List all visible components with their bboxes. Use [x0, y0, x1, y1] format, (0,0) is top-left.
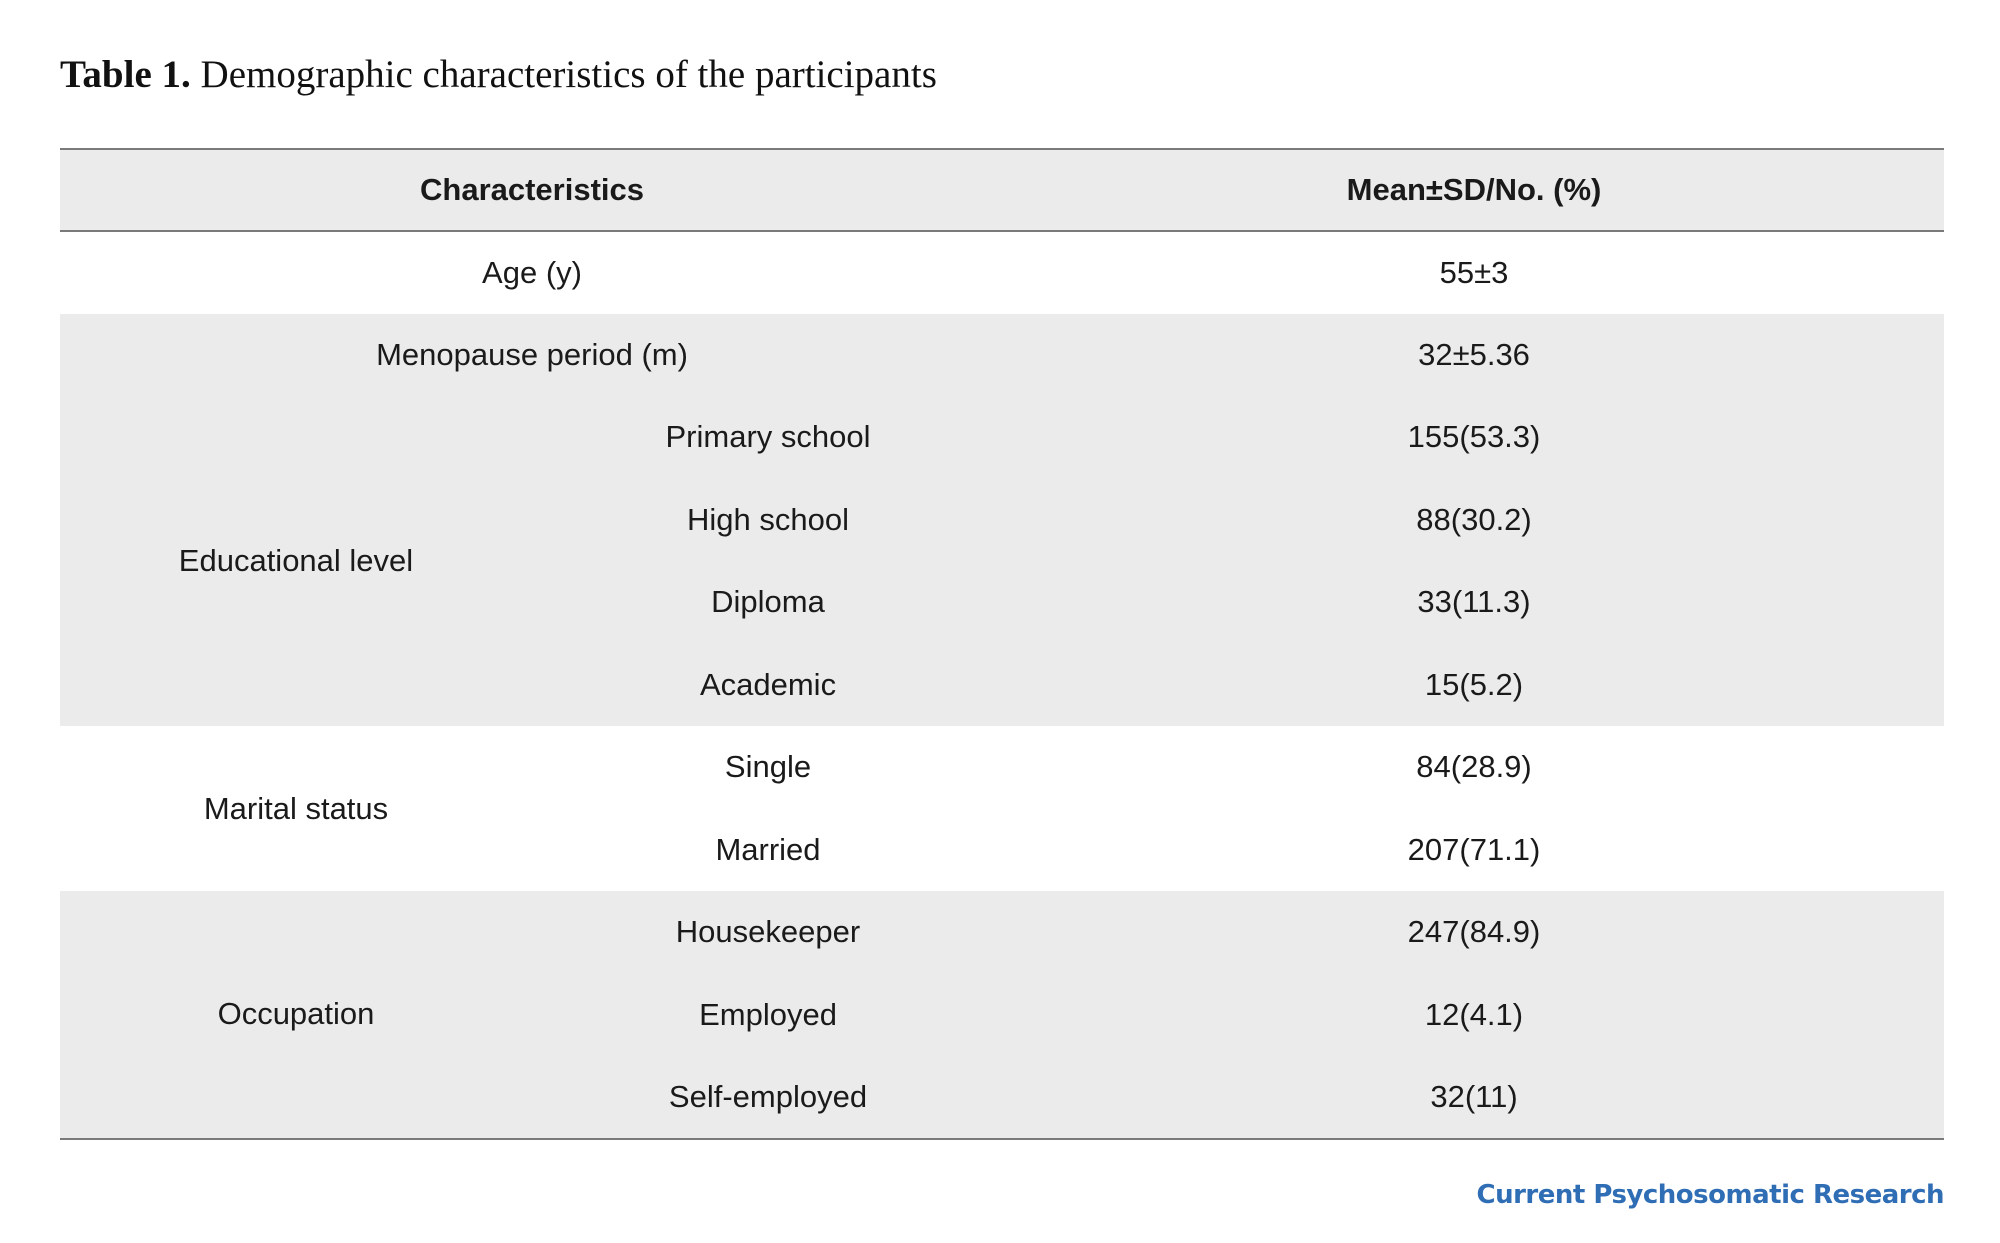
row-value-age: 55±3 — [1439, 254, 1509, 290]
sub-label: Housekeeper — [675, 914, 861, 950]
sub-label: Self-employed — [532, 1056, 1004, 1139]
sub-label: Diploma — [711, 584, 825, 620]
journal-watermark: Current Psychosomatic Research — [1476, 1180, 1944, 1210]
sub-label: Single — [724, 749, 812, 785]
cell-value: 155(53.3) — [1407, 419, 1541, 455]
table-row — [60, 314, 1944, 397]
cell-value: 207(71.1) — [1407, 831, 1541, 867]
group-label-marital: Marital status — [203, 790, 389, 826]
sub-label: Primary school — [665, 419, 871, 455]
cell-value: 247(84.9) — [1407, 914, 1541, 950]
sub-label: Academic — [699, 666, 837, 702]
table-caption-text: Demographic characteristics of the participants — [190, 53, 937, 96]
table-caption-label: Table 1. — [60, 53, 191, 96]
cell-value: 88(30.2) — [1416, 501, 1532, 537]
cell-value: 33(11.3) — [1417, 584, 1531, 620]
sub-label: Married — [715, 831, 821, 867]
table-row — [60, 891, 1944, 974]
row-label-menopause: Menopause period (m) — [376, 336, 688, 372]
header-mean-sd: Mean±SD/No. (%) — [1004, 149, 1944, 231]
table-caption — [60, 52, 937, 97]
sub-label: Employed — [699, 996, 837, 1032]
table-header-row — [60, 149, 1944, 231]
header-characteristics: Characteristics — [60, 149, 1004, 231]
cell-value: 15(5.2) — [1424, 666, 1524, 702]
demographics-table — [60, 148, 1944, 1140]
cell-value: 12(4.1) — [1424, 996, 1524, 1032]
cell-value: 32(11) — [1004, 1056, 1944, 1139]
table-row — [60, 231, 1944, 314]
group-label-education: Educational level — [178, 543, 414, 578]
group-label-occupation: Occupation — [60, 891, 532, 1139]
cell-value: 84(28.9) — [1416, 749, 1532, 785]
row-label-age: Age (y) — [482, 254, 582, 290]
table-row — [60, 726, 1944, 809]
table-row — [60, 396, 1944, 479]
sub-label: High school — [687, 501, 849, 537]
row-value-menopause: 32±5.36 — [1418, 336, 1530, 372]
